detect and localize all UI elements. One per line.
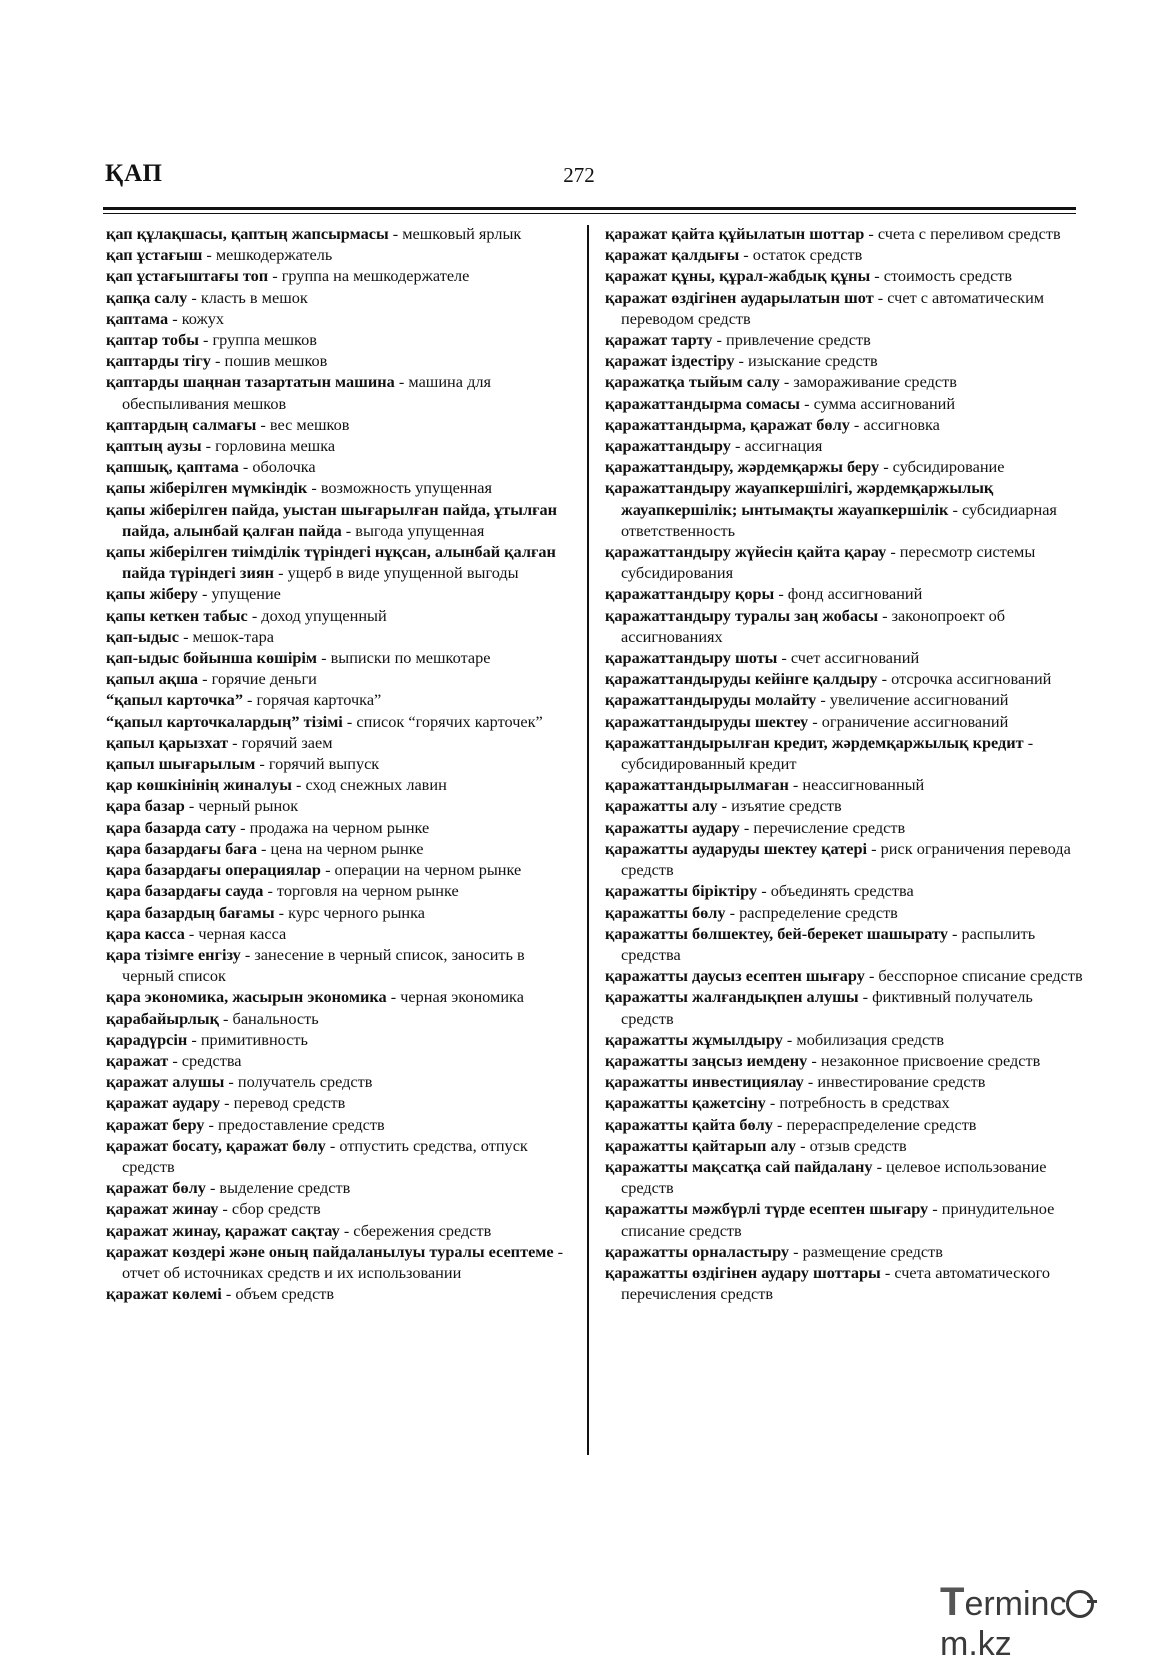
entry-term: қаражаттандыруды шектеу <box>605 711 809 731</box>
entry-definition: - привлечение средств <box>712 330 871 350</box>
logo-letter-t: T <box>940 1580 965 1624</box>
entry-definition: - объем средств <box>221 1284 335 1304</box>
entry-term: қаражат <box>106 1050 169 1070</box>
entry-definition: - отсрочка ассигнований <box>877 669 1052 689</box>
entry-term: қапыл қарызхат <box>106 732 229 752</box>
entry-definition: - горячий выпуск <box>255 754 380 774</box>
left-column <box>106 223 571 1304</box>
dictionary-entry <box>605 647 1085 668</box>
entry-term: қаражатты аудару <box>605 817 740 837</box>
dictionary-entry <box>605 902 1085 923</box>
entry-term: қаражатты қажетсіну <box>605 1093 766 1113</box>
entry-definition: - ущерб в виде упущенной выгоды <box>274 563 519 583</box>
dictionary-entry <box>106 1283 571 1304</box>
dictionary-entry <box>605 287 1085 329</box>
dictionary-entry <box>605 541 1085 583</box>
entry-definition: - сход снежных лавин <box>291 775 447 795</box>
entry-definition: - курс черного рынка <box>274 902 426 922</box>
dictionary-entry <box>605 393 1085 414</box>
logo-text-part2: m.kz <box>940 1625 1012 1663</box>
entry-term: қаражаттандырылмаған <box>605 775 789 795</box>
entry-term: қара базардағы сауда <box>106 881 264 901</box>
entry-term: қап ұстағыш <box>106 245 203 265</box>
dictionary-entry <box>106 541 571 583</box>
entry-definition: - машина для обеспыливания мешков <box>122 372 491 413</box>
dictionary-entry <box>605 244 1085 265</box>
entry-definition: - отзыв средств <box>796 1135 907 1155</box>
entry-definition: - счет ассигнований <box>777 648 920 668</box>
dictionary-entry <box>605 711 1085 732</box>
dictionary-entry <box>605 605 1085 647</box>
dictionary-entry <box>106 456 571 477</box>
entry-term: қапыл шығарылым <box>106 754 256 774</box>
entry-definition: - неассигнованный <box>788 775 925 795</box>
entry-term: қаражатты біріктіру <box>605 881 758 901</box>
entry-term: қарабайырлық <box>106 1008 219 1028</box>
entry-definition: - перевод средств <box>220 1093 346 1113</box>
entry-term: қапқа салу <box>106 287 188 307</box>
dictionary-entry <box>605 1092 1085 1113</box>
entry-term: қапы жіберілген мүмкіндік <box>106 478 308 498</box>
dictionary-entry <box>106 817 571 838</box>
entry-term: қаражатты инвестициялау <box>605 1072 804 1092</box>
dictionary-entry <box>106 371 571 413</box>
dictionary-entry <box>106 1050 571 1071</box>
dictionary-entry <box>106 795 571 816</box>
entry-term: қара базар <box>106 796 185 816</box>
entry-definition: - сбережения средств <box>339 1220 492 1240</box>
dictionary-entry <box>106 753 571 774</box>
entry-definition: - фиктивный получатель средств <box>621 987 1033 1028</box>
entry-definition: - класть в мешок <box>187 287 308 307</box>
entry-definition: - цена на черном рынке <box>256 838 424 858</box>
entry-term: қаражатты қайта бөлу <box>605 1114 773 1134</box>
dictionary-entry <box>605 265 1085 286</box>
entry-term: қаптарды шаңнан тазартатын машина <box>106 372 395 392</box>
dictionary-entry <box>106 880 571 901</box>
entry-term: қаптама <box>106 308 169 328</box>
entry-term: қаражаттандырылған кредит, жәрдемқаржылық кредит <box>605 732 1024 752</box>
entry-definition: - горловина мешка <box>201 436 336 456</box>
entry-definition: - кожух <box>168 308 225 328</box>
dictionary-entry <box>605 350 1085 371</box>
entry-term: қаражатқа тыйым салу <box>605 372 780 392</box>
entry-definition: - счета с переливом средств <box>864 224 1061 243</box>
entry-definition: - операции на черном рынке <box>321 860 522 880</box>
entry-definition: - счета автоматического перечисления средств <box>621 1262 1051 1304</box>
dictionary-entry <box>106 477 571 498</box>
entry-term: қаптардың салмағы <box>106 414 257 434</box>
entry-term: қаражат босату, қаражат бөлу <box>106 1135 326 1155</box>
entry-definition: - черная экономика <box>386 987 524 1007</box>
entry-term: қаражаттандыру қоры <box>605 584 775 604</box>
entry-term: қаражат тарту <box>605 330 713 350</box>
entry-definition: - перечисление средств <box>739 817 906 837</box>
entry-definition: - отчет об источниках средств и их использовании <box>122 1241 564 1282</box>
dictionary-entry <box>605 456 1085 477</box>
termincom-logo <box>940 1580 1158 1664</box>
entry-definition: - список “горячих карточек” <box>342 711 543 731</box>
entry-definition: - горячий заем <box>228 732 333 752</box>
entry-definition: - счет с автоматическим переводом средств <box>621 287 1045 328</box>
entry-term: қапы жіберілген тиімділік түріндегі нұқсан, алынбай қалған пайда түріндегі зиян <box>106 542 556 583</box>
logo-magnifier-icon <box>1066 1590 1094 1618</box>
dictionary-entry <box>106 923 571 944</box>
entry-term: қаражаттандыру жүйесін қайта қарау <box>605 542 887 562</box>
dictionary-entry <box>605 880 1085 901</box>
entry-definition: - риск ограничения перевода средств <box>621 838 1071 880</box>
dictionary-entry <box>605 583 1085 604</box>
column-divider <box>587 225 589 1455</box>
dictionary-entry <box>605 414 1085 435</box>
entry-term: қаражаттандыру шоты <box>605 648 778 668</box>
dictionary-entry <box>106 308 571 329</box>
dictionary-entry <box>605 965 1085 986</box>
entry-term: қап-ыдыс <box>106 626 179 646</box>
entry-definition: - фонд ассигнований <box>774 584 923 604</box>
entry-definition: - принудительное списание средств <box>621 1199 1055 1240</box>
entry-term: қаражат көлемі <box>106 1284 222 1304</box>
dictionary-entry <box>106 944 571 986</box>
entry-term: қаражатты заңсыз иемдену <box>605 1050 808 1070</box>
entry-definition: - выделение средств <box>205 1178 351 1198</box>
entry-term: қапы жіберілген пайда, уыстан шығарылған пайда, ұтылған пайда, алынбай қалған пайда <box>106 499 558 540</box>
entry-term: қаражат жинау <box>106 1199 219 1219</box>
entry-term: қапы жіберу <box>106 584 198 604</box>
entry-definition: - субсидирование <box>879 457 1005 477</box>
dictionary-entry <box>106 329 571 350</box>
dictionary-entry <box>605 371 1085 392</box>
entry-definition: - занесение в черный список, заносить в черный список <box>122 944 525 986</box>
dictionary-entry <box>605 923 1085 965</box>
entry-term: қаражат көздері және оның пайдаланылуы туралы есептеме <box>106 1241 554 1261</box>
entry-definition: - сумма ассигнований <box>800 393 956 413</box>
entry-definition: - бесспорное списание средств <box>864 966 1083 986</box>
entry-definition: - распределение средств <box>725 902 898 922</box>
entry-definition: - группа на мешкодержателе <box>268 266 470 286</box>
dictionary-entry <box>106 350 571 371</box>
entry-definition: - упущение <box>197 584 281 604</box>
entry-term: қаражатты жалғандықпен алушы <box>605 987 859 1007</box>
entry-term: қаражатты қайтарып алу <box>605 1135 797 1155</box>
dictionary-entry <box>605 435 1085 456</box>
dictionary-entry <box>605 223 1085 244</box>
entry-definition: - законопроект об ассигнованиях <box>621 605 1006 646</box>
entry-definition: - изъятие средств <box>717 796 842 816</box>
entry-definition: - продажа на черном рынке <box>236 817 430 837</box>
entry-definition: - оболочка <box>238 457 316 477</box>
entry-definition: - объединять средства <box>757 881 914 901</box>
dictionary-entry <box>106 1092 571 1113</box>
entry-term: қаражаттандыру <box>605 436 731 456</box>
entry-definition: - размещение средств <box>789 1241 943 1261</box>
entry-term: қаражаттандыру, жәрдемқаржы беру <box>605 457 880 477</box>
entry-definition: - примитивность <box>187 1029 308 1049</box>
entry-definition: - черная касса <box>184 923 287 943</box>
dictionary-entry <box>106 287 571 308</box>
entry-definition: - торговля на черном рынке <box>263 881 459 901</box>
entry-term: қара базардағы баға <box>106 838 257 858</box>
entry-term: қаражаттандырма сомасы <box>605 393 801 413</box>
entry-term: қаражатты бөлу <box>605 902 726 922</box>
entry-term: қаражатты мәжбүрлі түрде есептен шығару <box>605 1199 929 1219</box>
entry-definition: - мешкодержатель <box>202 245 333 265</box>
logo-letter-c: c <box>1049 1585 1067 1623</box>
entry-definition: - выгода упущенная <box>341 520 485 540</box>
dictionary-entry <box>605 986 1085 1028</box>
dictionary-entry <box>605 1241 1085 1262</box>
entry-definition: - распылить средства <box>621 923 1036 964</box>
entry-term: қаптарды тігу <box>106 351 211 371</box>
dictionary-entry <box>605 817 1085 838</box>
entry-term: қаражатты жұмылдыру <box>605 1029 783 1049</box>
dictionary-entry <box>106 499 571 541</box>
entry-definition: - получатель средств <box>224 1072 373 1092</box>
dictionary-entry <box>605 1071 1085 1092</box>
dictionary-entry <box>106 838 571 859</box>
entry-term: қара экономика, жасырын экономика <box>106 987 387 1007</box>
entry-term: қаражат бөлу <box>106 1178 206 1198</box>
entry-term: қаражатты орналастыру <box>605 1241 790 1261</box>
dictionary-entry <box>605 732 1085 774</box>
entry-term: қаражаттандыруды кейінге қалдыру <box>605 669 878 689</box>
header-rule-thin <box>103 213 1076 214</box>
dictionary-entry <box>106 1029 571 1050</box>
entry-definition: - субсидиарная ответственность <box>621 499 1057 540</box>
entry-definition: - доход упущенный <box>247 605 387 625</box>
dictionary-entry <box>106 1241 571 1283</box>
entry-term: қаптың аузы <box>106 436 202 456</box>
entry-term: қаражат аудару <box>106 1093 221 1113</box>
entry-definition: - сбор средств <box>218 1199 321 1219</box>
dictionary-entry <box>106 1198 571 1219</box>
dictionary-entry <box>106 1071 571 1092</box>
dictionary-entry <box>106 732 571 753</box>
entry-definition: - ограничение ассигнований <box>808 711 1009 731</box>
entry-definition: - выписки по мешкотаре <box>317 648 491 668</box>
dictionary-entry <box>605 689 1085 710</box>
dictionary-entry <box>106 668 571 689</box>
entry-term: қаражат өздігінен аударылатын шот <box>605 287 874 307</box>
entry-definition: - мобилизация средств <box>782 1029 945 1049</box>
dictionary-entry <box>106 414 571 435</box>
entry-definition: - субсидированный кредит <box>621 732 1034 774</box>
entry-term: қаражатты даусыз есептен шығару <box>605 966 865 986</box>
entry-definition: - горячая карточка” <box>242 690 382 710</box>
entry-definition: - ассигновка <box>849 414 940 434</box>
dictionary-entry <box>106 244 571 265</box>
entry-term: қаражаттандыруды молайту <box>605 690 817 710</box>
right-column <box>605 223 1085 1304</box>
entry-definition: - потребность в средствах <box>765 1093 950 1113</box>
entry-definition: - перераспределение средств <box>772 1114 977 1134</box>
entry-term: қапшық, қаптама <box>106 457 239 477</box>
entry-definition: - вес мешков <box>256 414 350 434</box>
dictionary-entry <box>605 1114 1085 1135</box>
dictionary-entry <box>106 1177 571 1198</box>
entry-term: қаражатты өздігінен аудару шоттары <box>605 1262 881 1282</box>
entry-definition: - остаток средств <box>739 245 863 265</box>
entry-term: қаражат іздестіру <box>605 351 735 371</box>
entry-definition: - изыскание средств <box>734 351 878 371</box>
entry-definition: - горячие деньги <box>198 669 317 689</box>
entry-term: қаражатты мақсатқа сай пайдалану <box>605 1156 873 1176</box>
dictionary-entry <box>106 605 571 626</box>
entry-term: “қапыл карточкалардың” тізімі <box>106 711 343 731</box>
entry-definition: - предоставление средств <box>204 1114 385 1134</box>
dictionary-entry <box>605 1262 1085 1304</box>
entry-definition: - возможность упущенная <box>307 478 493 498</box>
entry-definition: - замораживание средств <box>779 372 957 392</box>
dictionary-entry <box>106 986 571 1007</box>
dictionary-entry <box>106 1220 571 1241</box>
entry-term: қаражат беру <box>106 1114 205 1134</box>
dictionary-entry <box>605 668 1085 689</box>
dictionary-entry <box>106 902 571 923</box>
dictionary-entry <box>605 1156 1085 1198</box>
entry-term: қар көшкінінің жиналуы <box>106 775 292 795</box>
entry-term: қаражатты алу <box>605 796 718 816</box>
entry-term: қапыл ақша <box>106 669 199 689</box>
entry-term: қап-ыдыс бойынша көшірім <box>106 648 318 668</box>
entry-definition: - отпустить средства, отпуск средств <box>122 1135 528 1176</box>
entry-definition: - группа мешков <box>198 330 317 350</box>
dictionary-entry <box>106 1135 571 1177</box>
entry-definition: - инвестирование средств <box>803 1072 986 1092</box>
entry-term: қаптар тобы <box>106 330 199 350</box>
header-rule-thick <box>103 207 1076 210</box>
entry-term: қаражаттандырма, қаражат бөлу <box>605 414 850 434</box>
entry-term: қара касса <box>106 923 185 943</box>
dictionary-entry <box>106 435 571 456</box>
dictionary-entry <box>605 1050 1085 1071</box>
entry-term: қаражаттандыру туралы заң жобасы <box>605 605 879 625</box>
entry-term: “қапыл карточка” <box>106 690 243 710</box>
entry-definition: - мешковый ярлык <box>388 224 522 243</box>
dictionary-entry <box>605 795 1085 816</box>
dictionary-entry <box>605 329 1085 350</box>
entry-definition: - ассигнация <box>730 436 823 456</box>
entry-term: қаражат қайта құйылатын шоттар <box>605 224 865 243</box>
dictionary-entry <box>106 265 571 286</box>
entry-term: қаражат құны, құрал-жабдық құны <box>605 266 871 286</box>
entry-definition: - стоимость средств <box>870 266 1013 286</box>
entry-term: қара базарда сату <box>106 817 237 837</box>
entry-definition: - увеличение ассигнований <box>816 690 1009 710</box>
dictionary-entry <box>605 774 1085 795</box>
entry-definition: - незаконное присвоение средств <box>807 1050 1041 1070</box>
header-word: ҚАП <box>105 160 164 187</box>
entry-definition: - банальность <box>218 1008 319 1028</box>
entry-definition: - целевое использование средств <box>621 1156 1047 1198</box>
dictionary-entry <box>106 1008 571 1029</box>
dictionary-entry <box>106 774 571 795</box>
dictionary-entry <box>605 1135 1085 1156</box>
dictionary-entry <box>106 689 571 710</box>
dictionary-entry <box>106 626 571 647</box>
dictionary-entry <box>605 477 1085 541</box>
entry-term: қаражатты бөлшектеу, бей-берекет шашырату <box>605 923 948 943</box>
dictionary-entry <box>605 838 1085 880</box>
dictionary-entry <box>605 1029 1085 1050</box>
entry-term: қаражат жинау, қаражат сақтау <box>106 1220 340 1240</box>
logo-text-part1: ermin <box>964 1585 1050 1623</box>
entry-term: қаражатты аударуды шектеу қатері <box>605 838 868 858</box>
page-number: 272 <box>563 163 595 187</box>
entry-definition: - черный рынок <box>184 796 299 816</box>
entry-definition: - пересмотр системы субсидирования <box>621 542 1036 583</box>
entry-term: қара базардың бағамы <box>106 902 275 922</box>
entry-term: қапы кеткен табыс <box>106 605 248 625</box>
dictionary-entry <box>106 223 571 244</box>
dictionary-entry <box>106 647 571 668</box>
dictionary-entry <box>106 1114 571 1135</box>
entry-term: қарадүрсін <box>106 1029 188 1049</box>
entry-term: қара тізімге енгізу <box>106 944 241 964</box>
entry-term: қап ұстағыштағы топ <box>106 266 269 286</box>
dictionary-entry <box>106 711 571 732</box>
entry-definition: - пошив мешков <box>210 351 328 371</box>
entry-term: қаражат алушы <box>106 1072 225 1092</box>
dictionary-entry <box>605 1198 1085 1240</box>
dictionary-entry <box>106 859 571 880</box>
entry-term: қаражат қалдығы <box>605 245 740 265</box>
entry-term: қаражаттандыру жауапкершілігі, жәрдемқаржылық жауапкершілік; ынтымақты жауапкершілік <box>605 478 994 519</box>
entry-term: қара базардағы операциялар <box>106 860 321 880</box>
entry-definition: - средства <box>168 1050 242 1070</box>
dictionary-entry <box>106 583 571 604</box>
entry-term: қап құлақшасы, қаптың жапсырмасы <box>106 224 389 243</box>
entry-definition: - мешок-тара <box>179 626 275 646</box>
